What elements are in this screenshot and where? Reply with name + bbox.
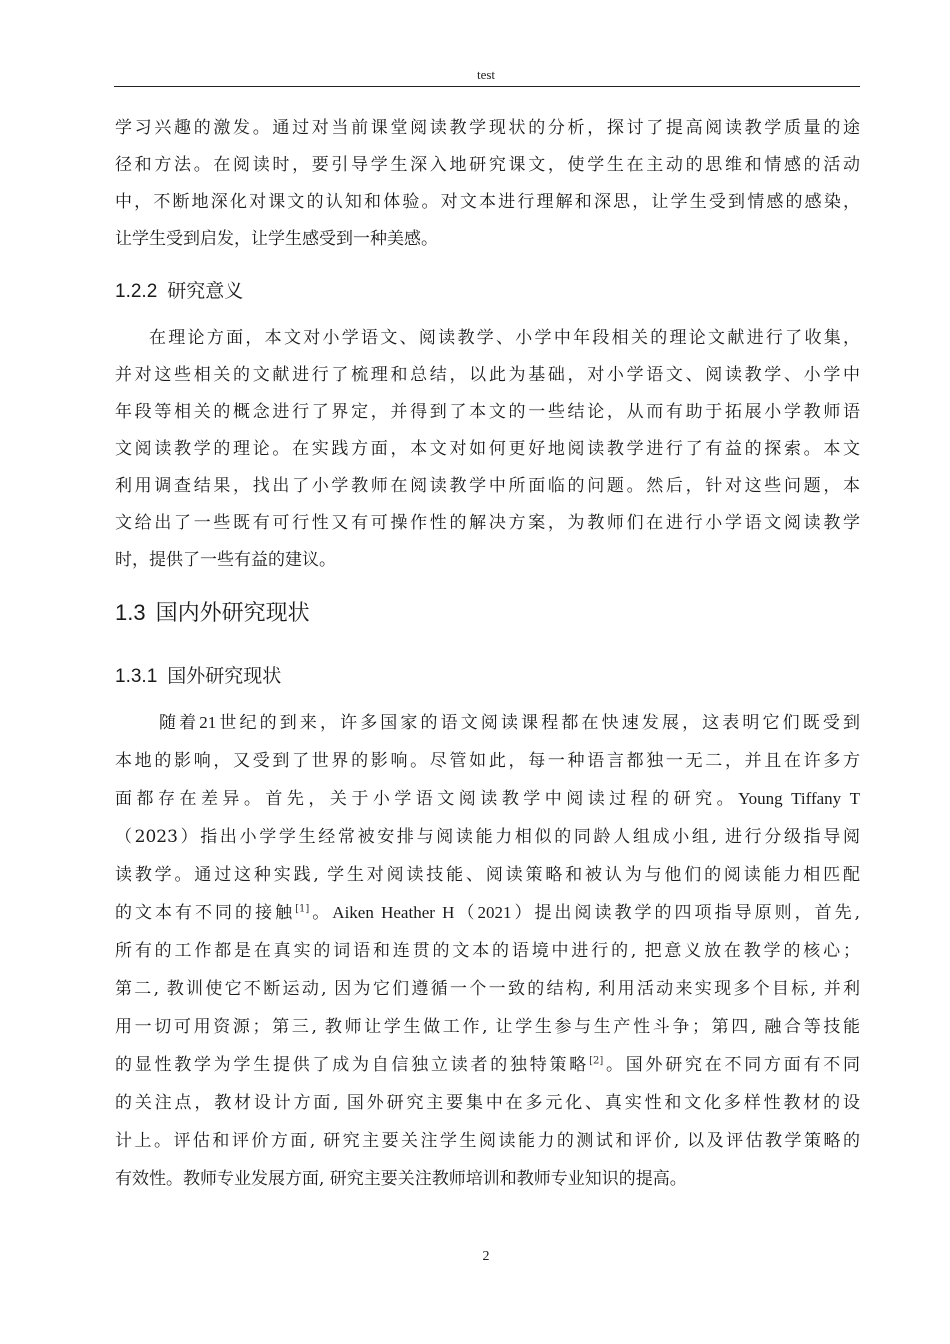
page-header: test xyxy=(476,67,496,82)
paragraph-line: （2023）指出小学学生经常被安排与阅读能力相似的同龄人组成小组, 进行分级指导阅 xyxy=(115,827,861,847)
paragraph-line: 径和方法。在阅读时，要引导学生深入地研究课文，使学生在主动的思维和情感的活动 xyxy=(115,155,860,175)
paragraph-line: 文阅读教学的理论。在实践方面，本文对如何更好地阅读教学进行了有益的探索。本文 xyxy=(115,439,860,459)
section-heading-1-3-1 xyxy=(115,661,281,688)
paragraph-line: 随着21世纪的到来，许多国家的语文阅读课程都在快速发展，这表明它们既受到 xyxy=(159,713,861,733)
paragraph-line: 并对这些相关的文献进行了梳理和总结，以此为基础，对小学语文、阅读教学、小学中 xyxy=(115,365,860,385)
paragraph-line: 文给出了一些既有可行性又有可操作性的解决方案，为教师们在进行小学语文阅读教学 xyxy=(115,513,860,533)
paragraph-line: 所有的工作都是在真实的词语和连贯的文本的语境中进行的, 把意义放在教学的核心； xyxy=(115,941,860,961)
paragraph-line: 年段等相关的概念进行了界定，并得到了本文的一些结论，从而有助于拓展小学教师语 xyxy=(115,402,860,422)
paragraph-line: 读教学。通过这种实践, 学生对阅读技能、阅读策略和被认为与他们的阅读能力相匹配 xyxy=(115,865,860,885)
page-number: 2 xyxy=(482,1249,490,1264)
paragraph-line: 用一切可用资源；第三, 教师让学生做工作, 让学生参与生产性斗争；第四, 融合等技能 xyxy=(115,1017,860,1037)
section-title: 研究意义 xyxy=(167,280,244,302)
paragraph-line: 计上。评估和评价方面, 研究主要关注学生阅读能力的测试和评价, 以及评估教学策略的 xyxy=(115,1131,860,1151)
section-title: 国外研究现状 xyxy=(167,665,282,687)
section-heading-1-2-2 xyxy=(115,276,243,303)
paragraph-line: 时，提供了一些有益的建议。 xyxy=(115,550,336,570)
citation-2[interactable]: [2] xyxy=(589,1055,604,1067)
paragraph-line: 的显性教学为学生提供了成为自信独立读者的独特策略[2]。国外研究在不同方面有不同 xyxy=(115,1055,861,1075)
paragraph-line: 的文本有不同的接触[1]。Aiken Heather H（2021）提出阅读教学的四项指导原则，首先, xyxy=(115,903,861,923)
paragraph-line: 学习兴趣的激发。通过对当前课堂阅读教学现状的分析，探讨了提高阅读教学质量的途 xyxy=(115,118,860,138)
paragraph-line: 在理论方面，本文对小学语文、阅读教学、小学中年段相关的理论文献进行了收集， xyxy=(149,328,860,348)
paragraph-line: 中，不断地深化对课文的认知和体验。对文本进行理解和深思，让学生受到情感的感染， xyxy=(115,192,860,212)
paragraph-line: 本地的影响，又受到了世界的影响。尽管如此，每一种语言都独一无二，并且在许多方 xyxy=(115,751,860,771)
paragraph-line: 有效性。教师专业发展方面, 研究主要关注教师培训和教师专业知识的提高。 xyxy=(115,1169,687,1189)
section-number: 1.3.1 xyxy=(115,666,158,687)
header-rule xyxy=(114,86,860,87)
paragraph-line: 让学生受到启发，让学生感受到一种美感。 xyxy=(115,229,438,249)
section-number: 1.3 xyxy=(115,600,146,625)
paragraph-line: 利用调查结果，找出了小学教师在阅读教学中所面临的问题。然后，针对这些问题，本 xyxy=(115,476,860,496)
paragraph-line: 第二, 教训使它不断运动, 因为它们遵循一个一致的结构, 利用活动来实现多个目标, 并利 xyxy=(115,979,860,999)
paragraph-line: 的关注点，教材设计方面, 国外研究主要集中在多元化、真实性和文化多样性教材的设 xyxy=(115,1093,860,1113)
section-number: 1.2.2 xyxy=(115,281,158,302)
citation-1[interactable]: [1] xyxy=(295,903,310,915)
section-title: 国内外研究现状 xyxy=(155,601,310,626)
section-heading-1-3 xyxy=(115,596,310,627)
paragraph-line: 面都存在差异。首先，关于小学语文阅读教学中阅读过程的研究。Young Tiffany T xyxy=(115,789,860,809)
